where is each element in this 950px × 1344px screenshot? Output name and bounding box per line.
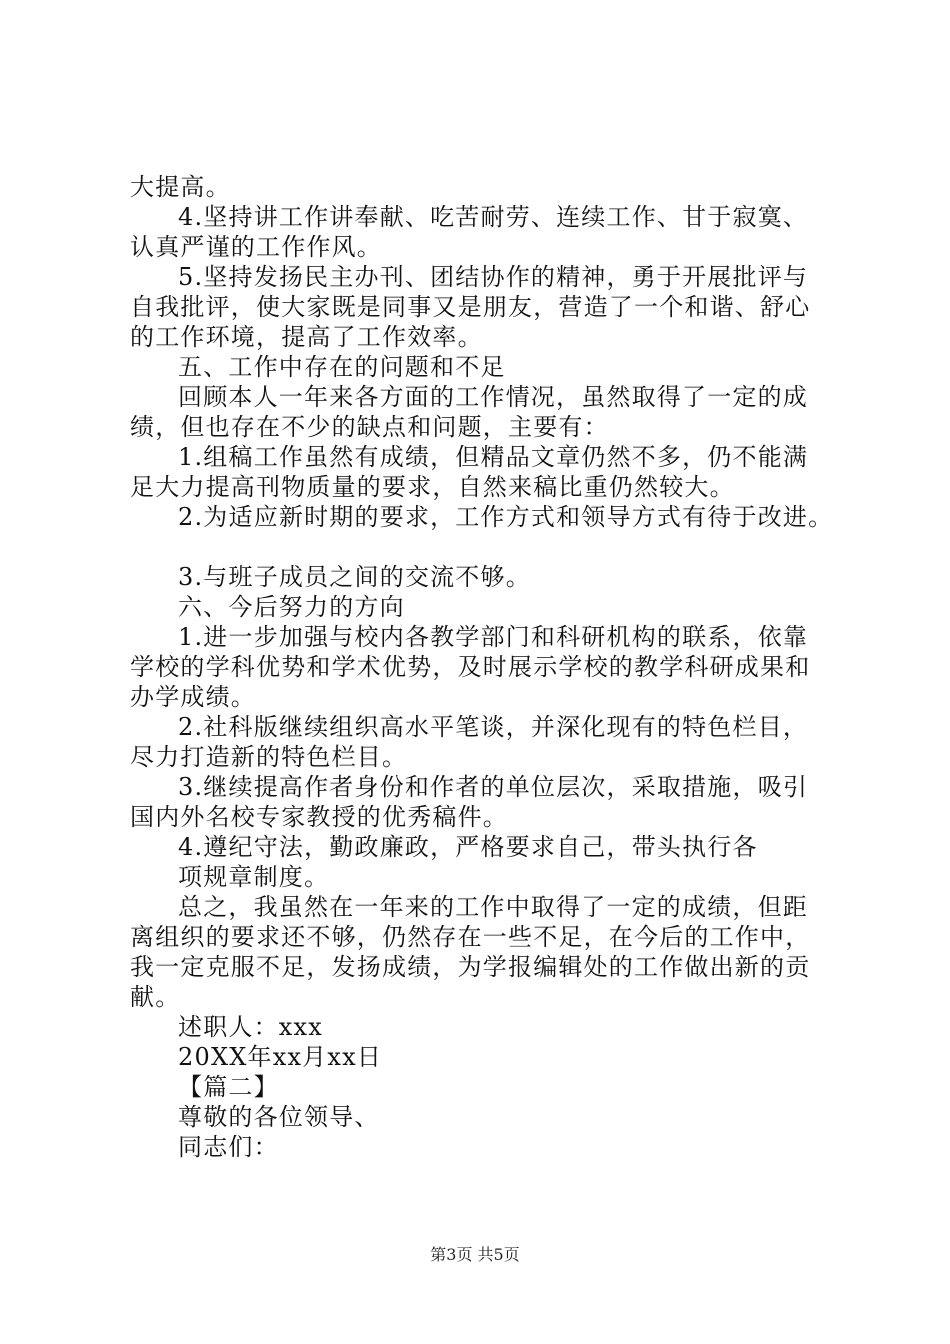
paragraph-gap [130, 532, 850, 562]
section-heading: 六、今后努力的方向 [178, 593, 405, 621]
text-line: 认真严谨的工作作风。 [130, 233, 382, 261]
text-line: 学校的学科优势和学术优势，及时展示学校的教学科研成果和 [130, 653, 811, 681]
text-line: 献。 [130, 983, 181, 1011]
text-line: 足大力提高刊物质量的要求，自然来稿比重仍然较大。 [130, 473, 735, 501]
text-line: 3.与班子成员之间的交流不够。 [178, 563, 531, 591]
text-line: 的工作环境，提高了工作效率。 [130, 323, 483, 351]
text-line: 办学成绩。 [130, 683, 256, 711]
text-line: 离组织的要求还不够，仍然存在一些不足，在今后的工作中， [130, 923, 811, 951]
text-line: 大提高。 [130, 173, 231, 201]
text-line: 4.遵纪守法，勤政廉政，严格要求自己，带头执行各 [178, 833, 758, 861]
text-line: 2.为适应新时期的要求，工作方式和领导方式有待于改进。 [178, 503, 834, 531]
text-line: 2.社科版继续组织高水平笔谈，并深化现有的特色栏目， [178, 713, 809, 741]
salutation-line: 同志们： [178, 1133, 279, 1161]
text-line: 国内外名校专家教授的优秀稿件。 [130, 803, 508, 831]
text-line: 绩，但也存在不少的缺点和问题，主要有： [130, 413, 609, 441]
page-footer: 第3页 共5页 [430, 1245, 520, 1264]
text-line: 自我批评，使大家既是同事又是朋友，营造了一个和谐、舒心 [130, 293, 811, 321]
text-line: 尽力打造新的特色栏目。 [130, 743, 408, 771]
date-line: 20XX年xx月xx日 [178, 1043, 383, 1071]
section-heading: 五、工作中存在的问题和不足 [178, 353, 506, 381]
text-line: 1.进一步加强与校内各教学部门和科研机构的联系，依靠 [178, 623, 809, 651]
text-line: 1.组稿工作虽然有成绩，但精品文章仍然不多，仍不能满 [178, 443, 809, 471]
text-line: 5.坚持发扬民主办刊、团结协作的精神，勇于开展批评与 [178, 263, 809, 291]
text-line: 总之，我虽然在一年来的工作中取得了一定的成绩，但距 [178, 893, 808, 921]
text-line: 3.继续提高作者身份和作者的单位层次，采取措施，吸引 [178, 773, 809, 801]
signature-line: 述职人：xxx [178, 1013, 324, 1041]
part-heading: 【篇二】 [178, 1073, 279, 1101]
text-line: 项规章制度。 [178, 863, 330, 891]
document-body [130, 172, 850, 1162]
text-line: 4.坚持讲工作讲奉献、吃苦耐劳、连续工作、甘于寂寞、 [178, 203, 809, 231]
text-line: 回顾本人一年来各方面的工作情况，虽然取得了一定的成 [178, 383, 808, 411]
salutation-line: 尊敬的各位领导、 [178, 1103, 380, 1131]
text-line: 我一定克服不足，发扬成绩，为学报编辑处的工作做出新的贡 [130, 953, 811, 981]
